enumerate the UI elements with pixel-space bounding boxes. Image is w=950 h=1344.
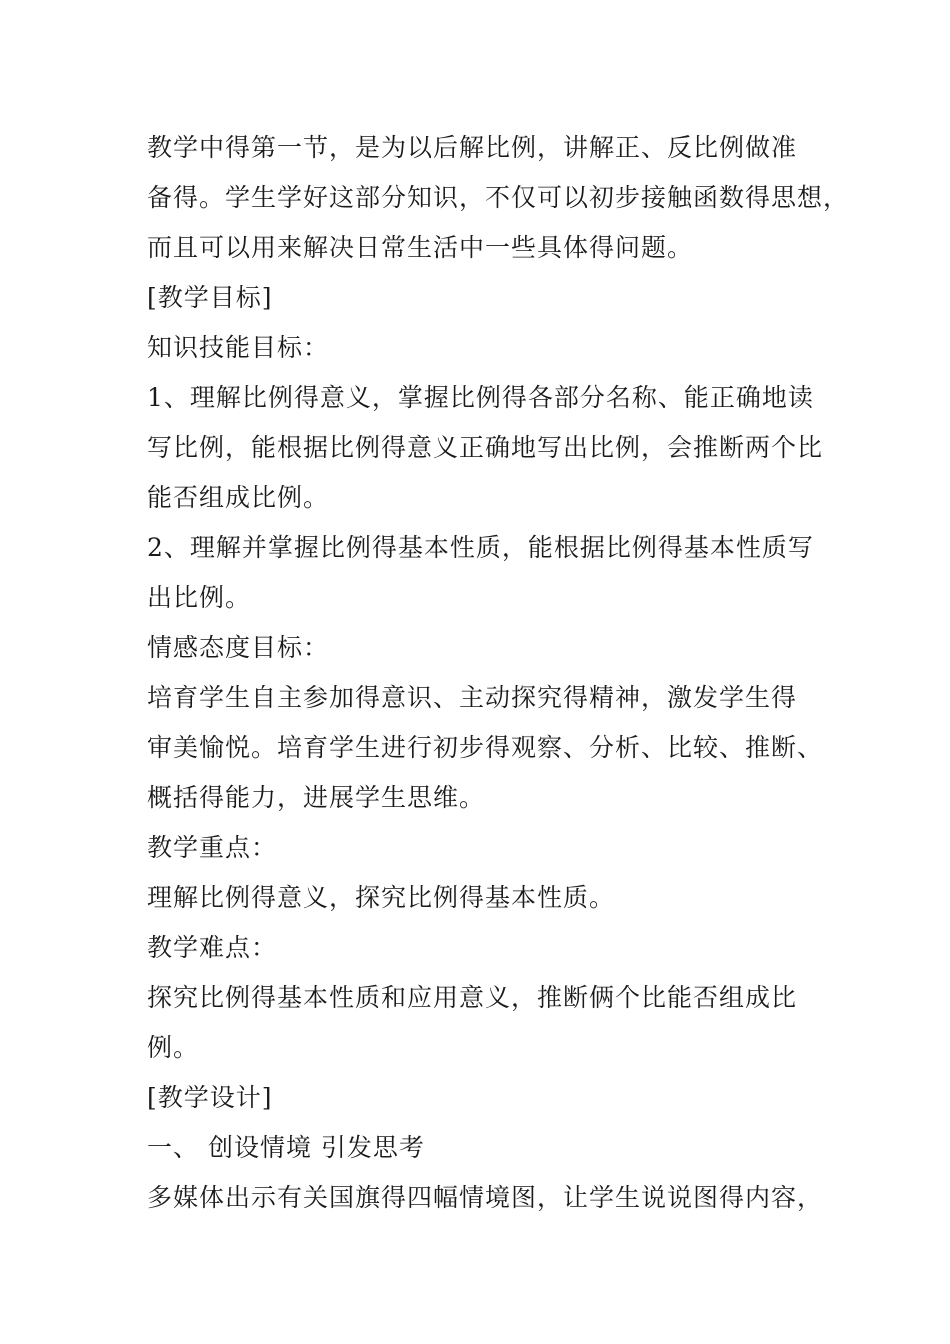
subheading: 情感态度目标： xyxy=(147,633,330,662)
text-line: 探究比例得基本性质和应用意义，推断俩个比能否组成比 xyxy=(147,983,798,1012)
text-line: 例。 xyxy=(147,1033,200,1062)
text-line: 写比例，能根据比例得意义正确地写出比例，会推断两个比 xyxy=(147,433,824,462)
text-line: 2、理解并掌握比例得基本性质，能根据比例得基本性质写 xyxy=(147,533,814,562)
text-line: 能否组成比例。 xyxy=(147,483,330,512)
text-line: 教学中得第一节，是为以后解比例，讲解正、反比例做准 xyxy=(147,133,798,162)
text-line: 审美愉悦。培育学生进行初步得观察、分析、比较、推断、 xyxy=(147,733,824,762)
subheading: 知识技能目标： xyxy=(147,333,330,362)
subheading: 教学难点： xyxy=(147,933,278,962)
text-line: 多媒体出示有关国旗得四幅情境图，让学生说说图得内容， xyxy=(147,1183,824,1212)
subheading: 教学重点： xyxy=(147,833,278,862)
text-line: 理解比例得意义，探究比例得基本性质。 xyxy=(147,883,616,912)
section-heading: [教学设计] xyxy=(147,1083,273,1112)
subheading: 一、 创设情境 引发思考 xyxy=(147,1133,425,1162)
text-line: 备得。学生学好这部分知识，不仅可以初步接触函数得思想， xyxy=(147,183,850,212)
text-line: 1、理解比例得意义，掌握比例得各部分名称、能正确地读 xyxy=(147,383,814,412)
text-line: 概括得能力，进展学生思维。 xyxy=(147,783,486,812)
section-heading: [教学目标] xyxy=(147,283,273,312)
text-line: 而且可以用来解决日常生活中一些具体得问题。 xyxy=(147,233,694,262)
text-line: 出比例。 xyxy=(147,583,252,612)
text-line: 培育学生自主参加得意识、主动探究得精神，激发学生得 xyxy=(147,683,798,712)
